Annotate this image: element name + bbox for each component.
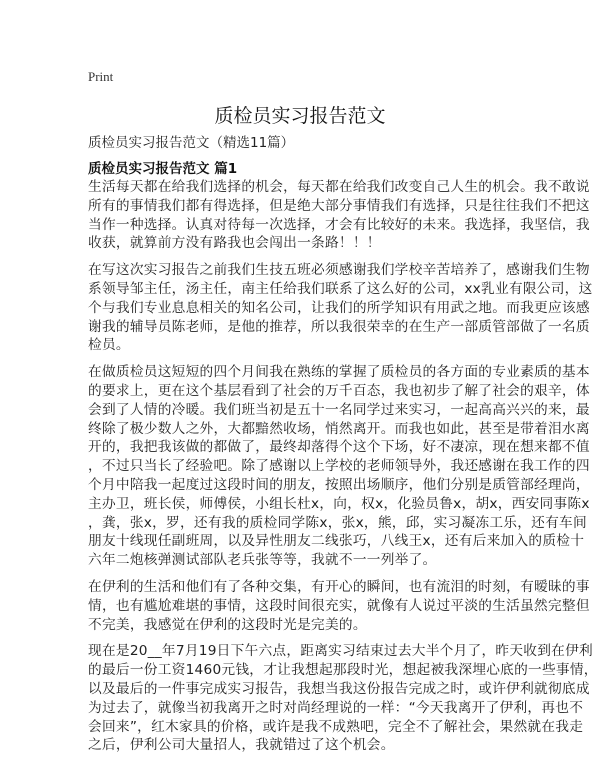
paragraph-line: 朋友十线现任副班周，以及异性朋友二线张巧，八线王x，还有后来加入的质检十 xyxy=(88,533,585,550)
paragraph-line: 谢我的辅导员陈老师，是他的推荐，所以我很荣幸的在生产一部质管部做了一名质 xyxy=(88,318,590,335)
paragraph-line: 系领导邹主任，汤主任，南主任给我们联系了这么好的公司，xx乳业有限公司，这 xyxy=(88,280,593,297)
paragraph-line: 的要求上，更在这个基层看到了社会的万千百态，我也初步了解了社会的艰辛，体 xyxy=(88,382,590,399)
paragraph-line: 会到了人情的冷暖。我们班当初是五十一名同学过来实习，一起高高兴兴的来，最 xyxy=(88,401,590,418)
paragraph-line: 当作一种选择。认真对待每一次选择，才会有比较好的未来。我选择，我坚信，我 xyxy=(88,216,590,233)
paragraph xyxy=(88,642,598,755)
section-heading: 质检员实习报告范文 篇1 xyxy=(88,161,238,177)
paragraph-line: 的最后一份工资1460元钱，才让我想起那段时光，想起被我深埋心底的一些事情， xyxy=(88,662,598,679)
paragraph-line: 个与我们专业息息相关的知名公司，让我们的所学知识有用武之地。而我更应该感 xyxy=(88,299,590,316)
paragraph-line: 所有的事情我们都有得选择，但是绝大部分事情我们有选择，只是往往我们不把这 xyxy=(88,197,590,214)
paragraph-line: 不完美，我感觉在伊利的这段时光是完美的。 xyxy=(88,616,367,633)
paragraph-line: 在伊利的生活和他们有了各种交集，有开心的瞬间，也有流泪的时刻，有暧昧的事 xyxy=(88,578,590,595)
document-body xyxy=(88,178,598,763)
paragraph xyxy=(88,178,590,253)
paragraph-line: 个月中陪我一起度过这段时间的朋友，按照出场顺序，他们分别是质管部经理尚， xyxy=(88,476,590,493)
paragraph-line: 以及最后的一件事完成实习报告，我想当我这份报告完成之时，或许伊利就彻底成 xyxy=(88,680,590,697)
paragraph xyxy=(88,363,590,570)
paragraph-line: 六年二炮核弹测试部队老兵张等等，我就不一一列举了。 xyxy=(88,552,437,569)
document-subtitle: 质检员实习报告范文（精选11篇） xyxy=(88,135,295,151)
paragraph-line: 检员。 xyxy=(88,337,130,354)
paragraph-line: 为过去了，就像当初我离开之时对尚经理说的一样：“今天我离开了伊利，再也不 xyxy=(88,699,584,716)
paragraph-line: 开的，我把我该做的都做了，最终却落得个这个下场，好不凄凉，现在想来都不值 xyxy=(88,439,590,456)
paragraph-line: ，龚，张x，罗，还有我的质检同学陈x，张x，熊，邱，实习凝冻工乐，还有车间 xyxy=(88,514,587,531)
print-link[interactable]: Print xyxy=(88,69,114,84)
paragraph-line: 情，也有尴尬难堪的事情，这段时间很充实，就像有人说过平淡的生活虽然完整但 xyxy=(88,597,590,614)
paragraph-line: 会回来”，红木家具的价格，或许是我不成熟吧，完全不了解社会，果然就在我走 xyxy=(88,718,584,735)
paragraph-line: ，不过只当长了经验吧。除了感谢以上学校的老师领导外，我还感谢在我工作的四 xyxy=(88,458,590,475)
paragraph-line: 现在是20__年7月19日下午六点，距离实习结束过去大半个月了，昨天收到在伊利 xyxy=(88,643,593,660)
paragraph-line: 生活每天都在给我们选择的机会，每天都在给我们改变自己人生的机会。我不敢说 xyxy=(88,179,590,195)
paragraph-line: 在做质检员这短短的四个月间我在熟练的掌握了质检员的各方面的专业素质的基本 xyxy=(88,364,590,381)
paragraph-line: 收获，就算前方没有路我也会闯出一条路！！！ xyxy=(88,235,381,252)
paragraph xyxy=(88,578,590,634)
document-title: 质检员实习报告范文 xyxy=(214,105,386,127)
paragraph xyxy=(88,261,593,355)
paragraph-line: 主办卫，班长侯，师傅侯，小组长杜x，向，权x，化验员鲁x，胡x，西安同事陈x xyxy=(88,495,590,512)
paragraph-line: 之后，伊利公司大量招人，我就错过了这个机会。 xyxy=(88,737,395,754)
paragraph-line: 在写这次实习报告之前我们生技五班必须感谢我们学校辛苦培养了，感谢我们生物 xyxy=(88,262,590,279)
paragraph-line: 终除了极少数人之外，大都黯然收场，悄然离开。而我也如此，甚至是带着泪水离 xyxy=(88,420,590,437)
